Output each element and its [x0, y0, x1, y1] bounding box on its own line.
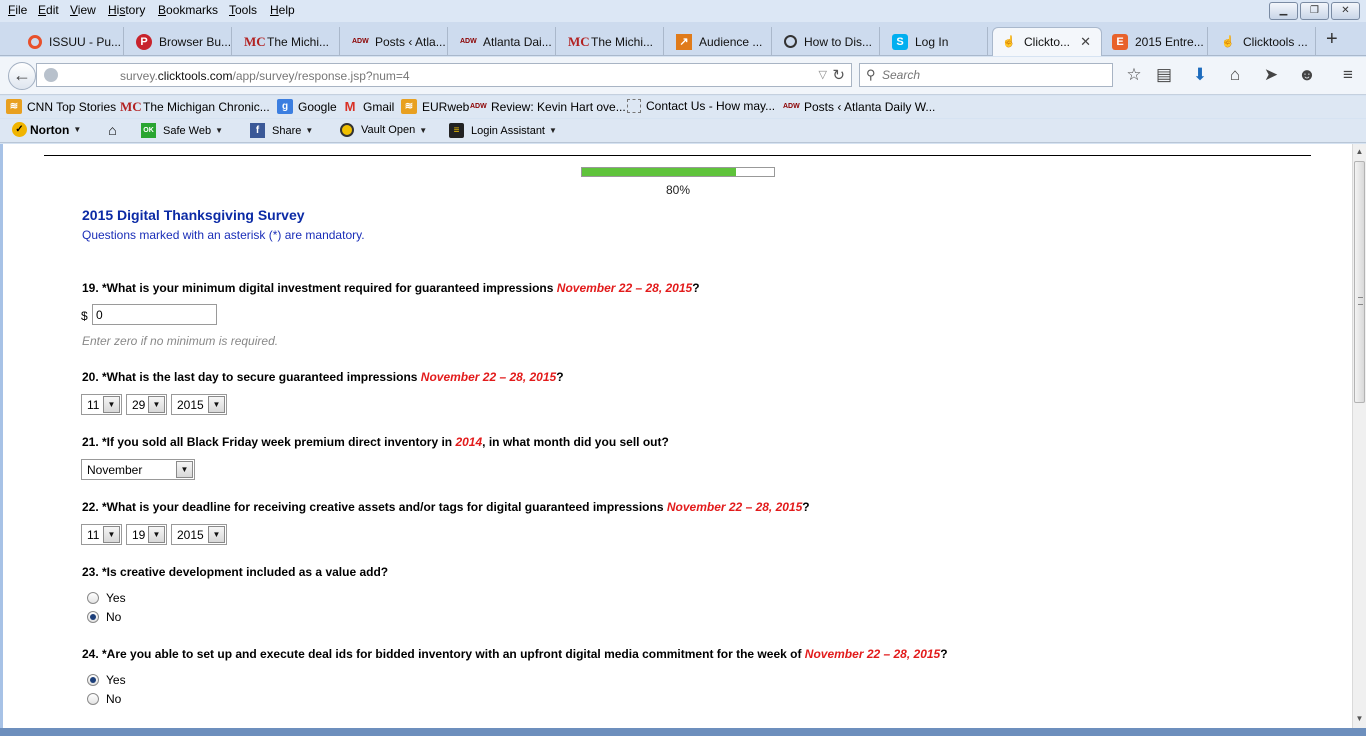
bookmark-gmail[interactable]: M Gmail	[342, 99, 394, 114]
mc-icon: MC	[568, 33, 590, 49]
menu-tools[interactable]: Tools	[229, 3, 258, 17]
bookmark-cnn[interactable]: ≋ CNN Top Stories	[6, 99, 116, 114]
tab-posts-atlanta[interactable]: ADW Posts ‹ Atla...	[344, 27, 448, 56]
scroll-down-icon[interactable]: ▼	[1355, 714, 1364, 723]
browser-chrome	[0, 0, 1366, 144]
rss-icon: ≋	[6, 99, 22, 114]
norton-toolbar	[0, 119, 1366, 143]
q21-month-select[interactable]: November ▼	[81, 459, 195, 480]
bookmark-contact[interactable]: Contact Us - How may...	[627, 99, 775, 113]
tab-audience[interactable]: ↗ Audience ...	[668, 27, 772, 56]
mc-icon: MC	[244, 33, 266, 49]
adw-icon: ADW	[783, 103, 800, 110]
mc-icon: MC	[120, 99, 142, 114]
menu-bookmarks[interactable]: Bookmarks	[158, 3, 219, 17]
new-tab-icon[interactable]: +	[1326, 28, 1338, 50]
facebook-icon: f	[250, 123, 265, 138]
grip-icon	[1358, 297, 1363, 305]
q24-option-no[interactable]: No	[87, 692, 121, 706]
hand-icon: ☝	[1221, 35, 1235, 48]
norton-menu[interactable]: ✓ Norton ▼	[12, 122, 81, 137]
page-icon	[627, 99, 641, 113]
restore-icon[interactable]: ❐	[1300, 2, 1329, 20]
star-bookmark-icon[interactable]: ☆	[1126, 65, 1142, 84]
question-20: 20. *What is the last day to secure guaranteed impressions November 22 – 28, 2015?	[82, 370, 564, 384]
smiley-icon[interactable]: ☻	[1298, 65, 1316, 84]
min-investment-input[interactable]	[92, 304, 217, 325]
home-icon: ⌂	[108, 122, 117, 138]
adw-icon: ADW	[352, 37, 369, 45]
q22-month-select[interactable]: 11 ▼	[81, 524, 122, 545]
scroll-up-icon[interactable]: ▲	[1355, 147, 1364, 156]
bookmark-google[interactable]: g Google	[277, 99, 337, 114]
q20-month-select[interactable]: 11 ▼	[81, 394, 122, 415]
minimize-icon[interactable]: ▁	[1269, 2, 1298, 20]
q23-no-radio[interactable]	[87, 611, 99, 623]
q23-option-yes[interactable]: Yes	[87, 591, 126, 605]
norton-home-button[interactable]	[105, 123, 127, 138]
q20-day-select[interactable]: 29 ▼	[126, 394, 167, 415]
tab-browser-bu[interactable]: P Browser Bu...	[128, 27, 232, 56]
vault-menu[interactable]: Vault Open ▼	[340, 123, 427, 137]
question-24: 24. *Are you able to set up and execute deal ids for bidded inventory with an upfront digital media commitment for the week of November 22 – 28, 2015?	[82, 647, 948, 661]
survey-subtitle: Questions marked with an asterisk (*) are mandatory.	[82, 228, 365, 242]
tab-entre[interactable]: E 2015 Entre...	[1104, 27, 1208, 56]
url-dropdown-icon[interactable]: ▽	[818, 69, 827, 81]
survey-page	[0, 144, 1352, 728]
progress-fill	[582, 168, 736, 176]
progress-bar	[581, 167, 775, 177]
chart-icon: ↗	[676, 34, 692, 50]
q22-day-select[interactable]: 19 ▼	[126, 524, 167, 545]
tab-michigan-2[interactable]: MC The Michi...	[560, 27, 664, 56]
q24-yes-radio[interactable]	[87, 674, 99, 686]
adw-icon: ADW	[470, 103, 487, 110]
question-19: 19. *What is your minimum digital investment required for guaranteed impressions November 22 – 28, 2015?	[82, 281, 700, 295]
chevron-down-icon: ▼	[73, 125, 82, 134]
rss-icon: ≋	[401, 99, 417, 114]
hand-icon: ☝	[1002, 36, 1016, 48]
currency-symbol: $	[81, 309, 88, 323]
hamburger-menu-icon[interactable]: ≡	[1343, 65, 1353, 84]
chevron-down-icon: ▼	[148, 396, 165, 413]
chevron-down-icon: ▼	[549, 126, 557, 135]
q24-no-radio[interactable]	[87, 693, 99, 705]
tab-clicktools-2[interactable]: ☝ Clicktools ...	[1212, 27, 1316, 56]
question-21: 21. *If you sold all Black Friday week premium direct inventory in 2014, in what month did you sell out?	[82, 435, 669, 449]
home-icon[interactable]: ⌂	[1229, 65, 1241, 84]
url-text: survey.clicktools.com/app/survey/response.jsp?num=4	[120, 69, 410, 83]
safe-web-icon: OK	[141, 123, 156, 138]
chevron-down-icon: ▼	[215, 126, 224, 135]
search-icon: ⚲	[866, 67, 876, 82]
bookmark-posts[interactable]: ADW Posts ‹ Atlanta Daily W...	[783, 99, 936, 114]
tab-atlanta-daily[interactable]: ADW Atlanta Dai...	[452, 27, 556, 56]
q24-option-yes[interactable]: Yes	[87, 673, 126, 687]
bookmark-eurweb[interactable]: ≋ EURweb	[401, 99, 469, 114]
share-menu[interactable]: f Share ▼	[250, 123, 313, 138]
tab-clicktools-active[interactable]: ☝ Clickto... ✕	[992, 27, 1102, 56]
skype-icon: S	[892, 34, 908, 50]
menu-view[interactable]: View	[70, 3, 96, 17]
e-icon: E	[1112, 34, 1128, 50]
chevron-down-icon: ▼	[103, 396, 120, 413]
chevron-down-icon: ▼	[103, 526, 120, 543]
chevron-down-icon: ▼	[419, 125, 428, 135]
tab-log-in[interactable]: S Log In	[884, 27, 988, 56]
menu-file[interactable]: File	[8, 3, 28, 17]
chevron-down-icon: ▼	[208, 526, 225, 543]
vertical-scrollbar[interactable]	[1352, 144, 1366, 728]
tab-michigan-1[interactable]: MC The Michi...	[236, 27, 340, 56]
progress-label: 80%	[665, 183, 691, 197]
menu-bar	[0, 0, 1366, 22]
reading-list-icon[interactable]: ▤	[1155, 65, 1173, 84]
issuu-icon	[28, 35, 42, 49]
reload-icon[interactable]: ↻	[832, 67, 845, 84]
chevron-down-icon: ▼	[305, 126, 314, 135]
url-bar[interactable]	[36, 63, 852, 87]
bookmark-michigan[interactable]: MC The Michigan Chronic...	[120, 99, 270, 114]
login-assistant-menu[interactable]: ≡ Login Assistant ▼	[449, 123, 557, 138]
menu-history[interactable]: History	[108, 3, 146, 17]
header-rule	[44, 155, 1311, 156]
taskbar	[0, 728, 1366, 736]
tab-how-to[interactable]: How to Dis...	[776, 27, 880, 56]
google-icon: g	[277, 99, 293, 114]
q23-yes-radio[interactable]	[87, 592, 99, 604]
window-controls	[1267, 2, 1360, 20]
menu-edit[interactable]: Edit	[38, 3, 59, 17]
page-left-border	[0, 144, 3, 728]
safe-web-menu[interactable]: OK Safe Web ▼	[141, 123, 223, 138]
question-22: 22. *What is your deadline for receiving creative assets and/or tags for digital guaranteed impressions November 22 – 28, 2015?	[82, 500, 810, 514]
gmail-icon: M	[344, 99, 356, 114]
navigation-bar	[0, 57, 1366, 95]
send-icon[interactable]: ➤	[1263, 65, 1279, 84]
chevron-down-icon: ▼	[148, 526, 165, 543]
min-investment-hint: Enter zero if no minimum is required.	[82, 334, 279, 348]
search-icon	[784, 35, 797, 48]
q22-year-select[interactable]: 2015 ▼	[171, 524, 227, 545]
menu-help[interactable]: Help	[270, 3, 295, 17]
q20-year-select[interactable]: 2015 ▼	[171, 394, 227, 415]
close-window-icon[interactable]: ✕	[1331, 2, 1360, 20]
tab-strip	[0, 22, 1366, 56]
pinterest-icon: P	[136, 34, 152, 50]
norton-check-icon: ✓	[12, 122, 27, 137]
search-input[interactable]	[882, 66, 1102, 84]
login-card-icon: ≡	[449, 123, 464, 138]
scroll-thumb[interactable]	[1354, 161, 1365, 403]
back-button[interactable]: ←	[8, 62, 36, 90]
vault-icon	[340, 123, 354, 137]
bookmark-review[interactable]: ADW Review: Kevin Hart ove...	[470, 99, 626, 114]
tab-issuu[interactable]: ISSUU - Pu...	[20, 27, 124, 56]
search-box[interactable]	[859, 63, 1113, 87]
adw-icon: ADW	[460, 37, 477, 45]
chevron-down-icon: ▼	[176, 461, 193, 478]
chevron-down-icon: ▼	[208, 396, 225, 413]
q23-option-no[interactable]: No	[87, 610, 121, 624]
bookmarks-bar	[0, 96, 1366, 118]
download-icon[interactable]: ⬇	[1192, 65, 1208, 84]
question-23: 23. *Is creative development included as a value add?	[82, 565, 389, 579]
survey-title: 2015 Digital Thanksgiving Survey	[82, 207, 305, 223]
globe-icon	[44, 68, 58, 82]
close-tab-icon[interactable]: ✕	[1080, 34, 1091, 49]
